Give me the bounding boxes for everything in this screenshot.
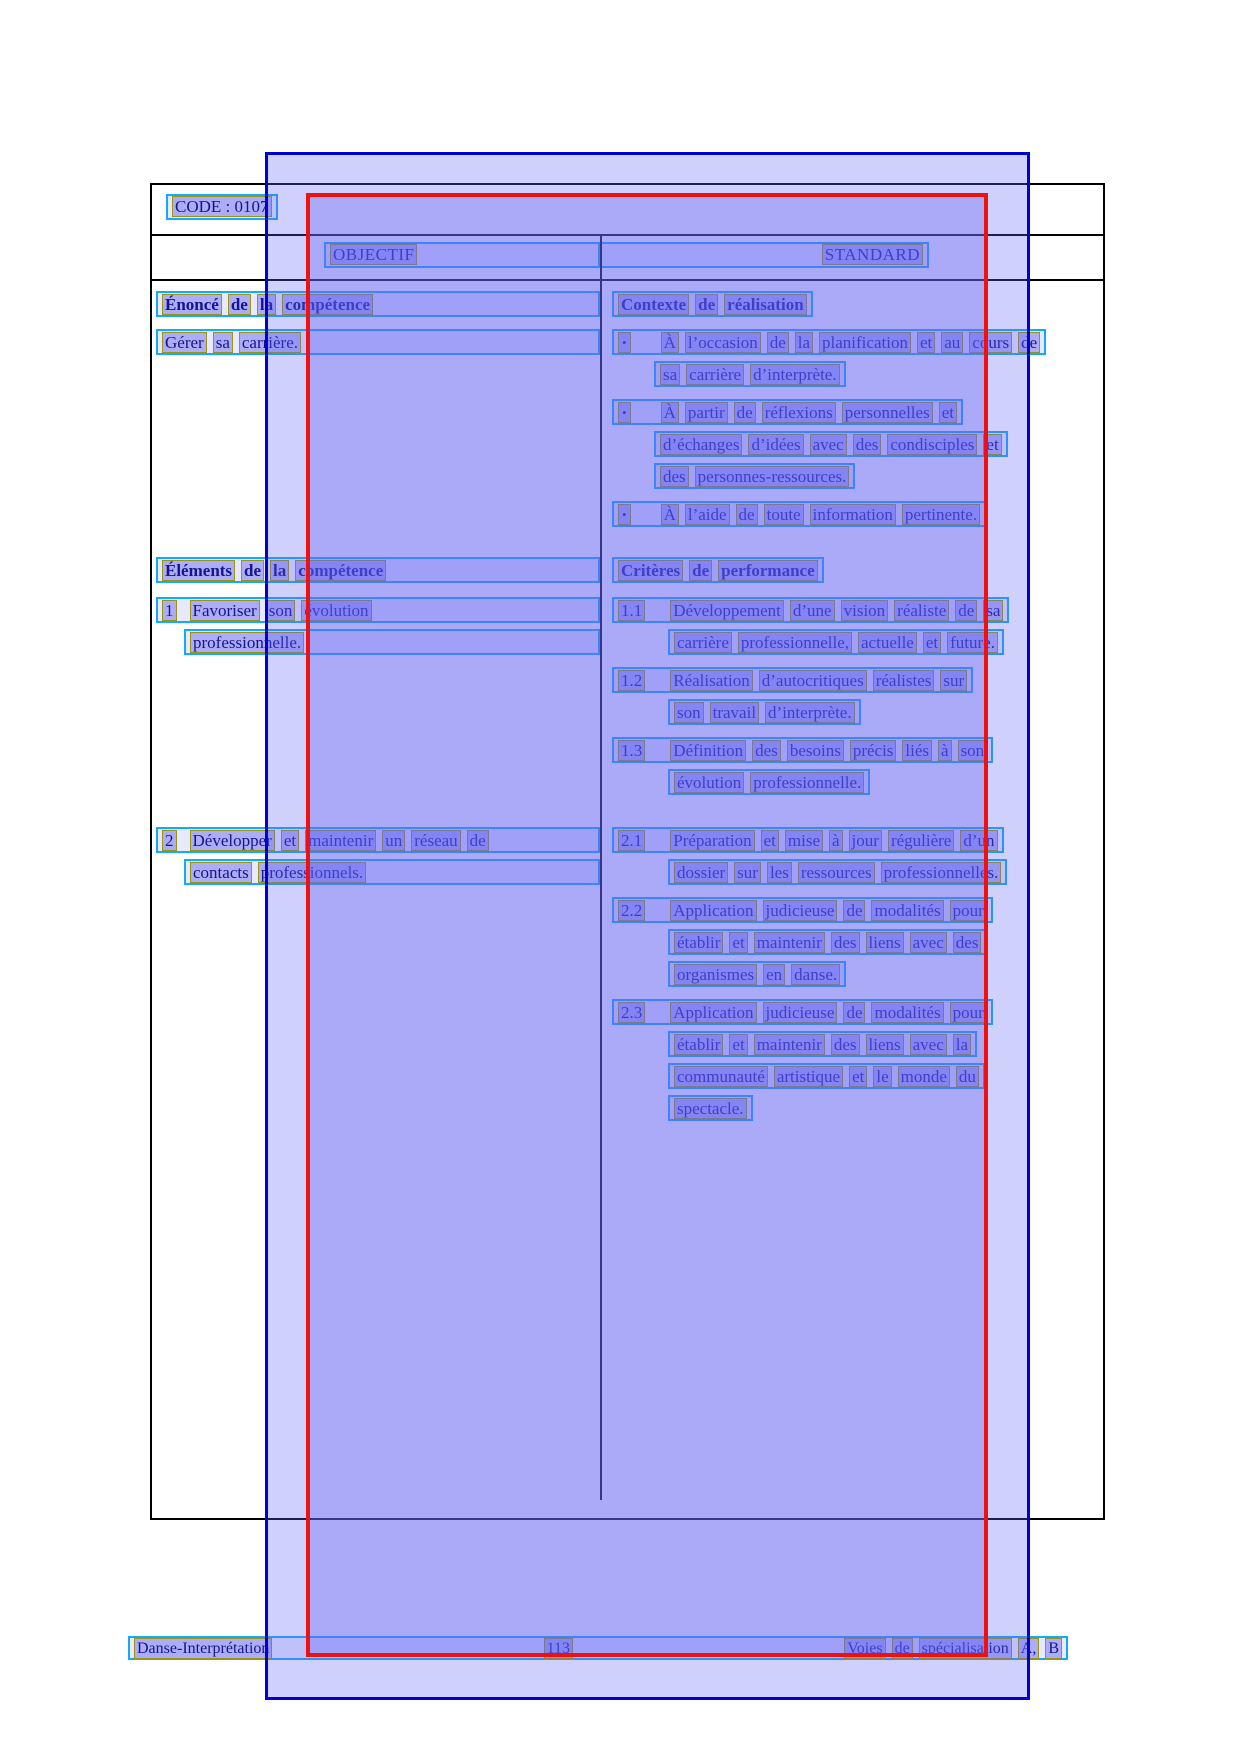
word-box: sa [213,332,233,353]
word-box: de [1018,332,1040,353]
word-box: la [953,1034,971,1055]
footer-center [544,1638,573,1659]
word-box: de [467,830,489,851]
text-line [612,399,963,425]
standard-header [600,242,929,268]
critere-item [612,737,1103,795]
criteres-2-cell [600,827,1103,1133]
word-box: de [734,402,756,423]
word-box: carrière. [239,332,301,353]
word-box: et [939,402,957,423]
word-box: monde [898,1066,950,1087]
word-box: réalisation [724,294,807,315]
page-number: 113 [544,1638,573,1659]
word-box: de [843,900,865,921]
objectif-header-text: OBJECTIF [330,244,417,265]
word-box: mise [785,830,823,851]
word-box: le [873,1066,891,1087]
word-box: spectacle. [674,1098,747,1119]
word-box: besoins [787,740,844,761]
word-box: judicieuse [763,1002,838,1023]
word-box: sa [983,600,1003,621]
word-box: des [752,740,781,761]
bullet-icon: • [618,332,631,353]
word-box: de [955,600,977,621]
code-text: CODE : 0107 [172,196,272,217]
word-box: professionnels. [258,862,366,883]
text-line [668,929,987,955]
word-box: précis [850,740,897,761]
word-box: À [661,504,679,525]
word-box: des [853,434,882,455]
word-box: d’une [790,600,835,621]
item-row-1 [152,597,1103,807]
text-line [654,463,855,489]
word-box: son [266,600,296,621]
word-box: jour [849,830,882,851]
word-box: organismes [674,964,757,985]
word-box: sa [660,364,680,385]
word-box: Développement [670,600,784,621]
critere-item [612,999,1103,1121]
word-box: de [736,504,758,525]
text-line [654,361,846,387]
section-enonce-contexte [152,291,1103,539]
text-line [668,1063,985,1089]
word-box: judicieuse [763,900,838,921]
objectif-header-cell [152,236,600,279]
word-box: de [228,294,251,315]
word-box: d’échanges [660,434,742,455]
item-row-2 [152,827,1103,1133]
word-box: communauté [674,1066,768,1087]
word-box: son [958,740,988,761]
text-line [612,597,1009,623]
word-box: liens [866,932,904,953]
word-box: maintenir [754,932,825,953]
code-row [152,185,1103,236]
enonce-cell [152,291,600,539]
word-box: évolution [674,772,744,793]
word-box: à [829,830,843,851]
critere-number: 2.2 [618,900,645,921]
word-box: et [729,1034,747,1055]
column-divider [600,236,602,1500]
word-box: information [810,504,896,525]
standard-header-text: STANDARD [822,244,923,265]
word-box: réflexions [762,402,836,423]
text-line [668,769,870,795]
critere-item [612,597,1103,655]
footer-left [134,1638,272,1659]
critere-number: 1.1 [618,600,645,621]
word-box: Éléments [162,560,235,581]
word-box: professionnelle, [738,632,852,653]
elements-title-cell [152,557,600,589]
contexte-title [612,291,813,317]
word-box: au [941,332,963,353]
word-box: établir [674,932,723,953]
word-box: l’aide [685,504,730,525]
word-box: À [661,402,679,423]
enonce-title [156,291,600,317]
column-header-row [152,236,1103,281]
word-box: toute [764,504,804,525]
word-box: la [270,560,289,581]
text-line [668,961,846,987]
text-line [668,699,861,725]
text-line [612,667,973,693]
word-box: À [661,332,679,353]
text-line [668,1031,977,1057]
word-box: et [761,830,779,851]
word-box: contacts [190,862,252,883]
critere-number: 1.2 [618,670,645,691]
element-2-cell [152,827,600,1133]
word-box: d’interprète. [750,364,840,385]
footer-right-word: de [892,1638,913,1659]
word-box: d’autocritiques [759,670,867,691]
contexte-bullet-item [612,399,1103,489]
word-box: et [917,332,935,353]
word-box: maintenir [754,1034,825,1055]
critere-number: 1.3 [618,740,645,761]
text-line [612,737,993,763]
contexte-bullet-item [612,329,1103,387]
text-line [668,629,1004,655]
word-box: les [767,862,792,883]
word-box: pour [950,900,987,921]
text-line [612,329,1046,355]
word-box: réseau [411,830,460,851]
critere-number: 2.1 [618,830,645,851]
criteres-1-cell [600,597,1103,807]
enonce-text [156,329,600,355]
word-box: Application [670,900,756,921]
word-box: performance [718,560,817,581]
critere-item [612,827,1103,885]
word-box: Application [670,1002,756,1023]
word-box: vision [841,600,889,621]
standard-header-cell [600,236,1103,279]
contexte-bullet-item [612,501,1103,527]
text-line [184,629,600,655]
text-line [612,827,1004,853]
critere-item [612,667,1103,725]
word-box: à [938,740,952,761]
word-box: des [660,466,689,487]
word-box: régulière [888,830,954,851]
word-box: et [281,830,299,851]
word-box: un [382,830,405,851]
word-box: pertinente. [902,504,980,525]
text-line [612,897,993,923]
word-box: de [843,1002,865,1023]
word-box: réaliste [894,600,949,621]
word-box: et [729,932,747,953]
criteres-title-cell [600,557,1103,589]
word-box: avec [810,434,847,455]
footer-right-word: Voies [844,1638,885,1659]
word-box: de [689,560,712,581]
word-box: l’occasion [685,332,761,353]
section-elements-criteres-header [152,557,1103,589]
criteres-title [612,557,824,583]
word-box: condisciples [887,434,977,455]
bullet-icon: • [618,504,631,525]
word-box: sur [734,862,761,883]
word-box: professionnelles. [881,862,1002,883]
word-box: sur [940,670,967,691]
code-label [166,194,278,220]
competency-table [150,183,1105,1520]
word-box: avec [910,1034,947,1055]
word-box: Énoncé [162,294,222,315]
word-box: liens [866,1034,904,1055]
word-box: carrière [674,632,732,653]
word-box: de [695,294,718,315]
element-1-cell [152,597,600,807]
word-box: Développer [190,830,275,851]
objectif-header [324,242,600,268]
word-box: des [953,932,982,953]
word-box: dossier [674,862,728,883]
footer-right-word: spécialisation [919,1638,1012,1659]
word-box: de [767,332,789,353]
word-box: de [241,560,264,581]
word-box: maintenir [305,830,376,851]
text-line [654,431,1008,457]
word-box: évolution [301,600,371,621]
word-box: d’idées [748,434,803,455]
text-line [184,859,600,885]
contexte-cell [600,291,1103,539]
element-number: 2 [162,830,177,851]
word-box: cours [969,332,1012,353]
word-box: partir [685,402,728,423]
word-box: Critères [618,560,683,581]
footer-document-title: Danse-Interprétation [134,1638,272,1659]
word-box: professionnelle. [750,772,864,793]
word-box: personnelles [842,402,933,423]
word-box: actuelle [858,632,917,653]
word-box: danse. [791,964,840,985]
word-box: d’interprète. [765,702,855,723]
word-box: d’un [960,830,997,851]
elements-title [156,557,600,583]
word-box: et [923,632,941,653]
word-box: compétence [295,560,386,581]
word-box: Définition [670,740,746,761]
word-box: compétence [282,294,373,315]
word-box: Favoriser [190,600,260,621]
word-box: la [795,332,813,353]
word-box: et [983,434,1001,455]
word-box: et [849,1066,867,1087]
word-box: Gérer [162,332,207,353]
word-box: des [831,1034,860,1055]
word-box: artistique [774,1066,843,1087]
footer-right [844,1638,1062,1659]
word-box: modalités [871,900,943,921]
word-box: Contexte [618,294,689,315]
word-box: en [763,964,785,985]
word-box: établir [674,1034,723,1055]
word-box: réalistes [873,670,935,691]
table-body [152,281,1103,1133]
word-box: Préparation [670,830,754,851]
bullet-icon: • [618,402,631,423]
critere-number: 2.3 [618,1002,645,1023]
word-box: professionnelle. [190,632,304,653]
text-line [156,597,600,623]
word-box: personnes-ressources. [695,466,850,487]
word-box: modalités [871,1002,943,1023]
word-box: des [831,932,860,953]
word-box: la [257,294,276,315]
element-number: 1 [162,600,177,621]
text-line [612,999,993,1025]
word-box: du [956,1066,979,1087]
page-footer [128,1636,1068,1660]
word-box: Réalisation [670,670,752,691]
word-box: pour [950,1002,987,1023]
word-box: avec [910,932,947,953]
footer-right-word: B [1045,1638,1062,1659]
text-line [668,1095,753,1121]
word-box: liés [902,740,932,761]
footer-right-word: A, [1018,1638,1040,1659]
word-box: ressources [798,862,875,883]
word-box: son [674,702,704,723]
word-box: planification [819,332,911,353]
word-box: travail [710,702,759,723]
critere-item [612,897,1103,987]
text-line [156,827,600,853]
text-line [612,501,986,527]
word-box: carrière [686,364,744,385]
word-box: future. [947,632,998,653]
text-line [668,859,1007,885]
